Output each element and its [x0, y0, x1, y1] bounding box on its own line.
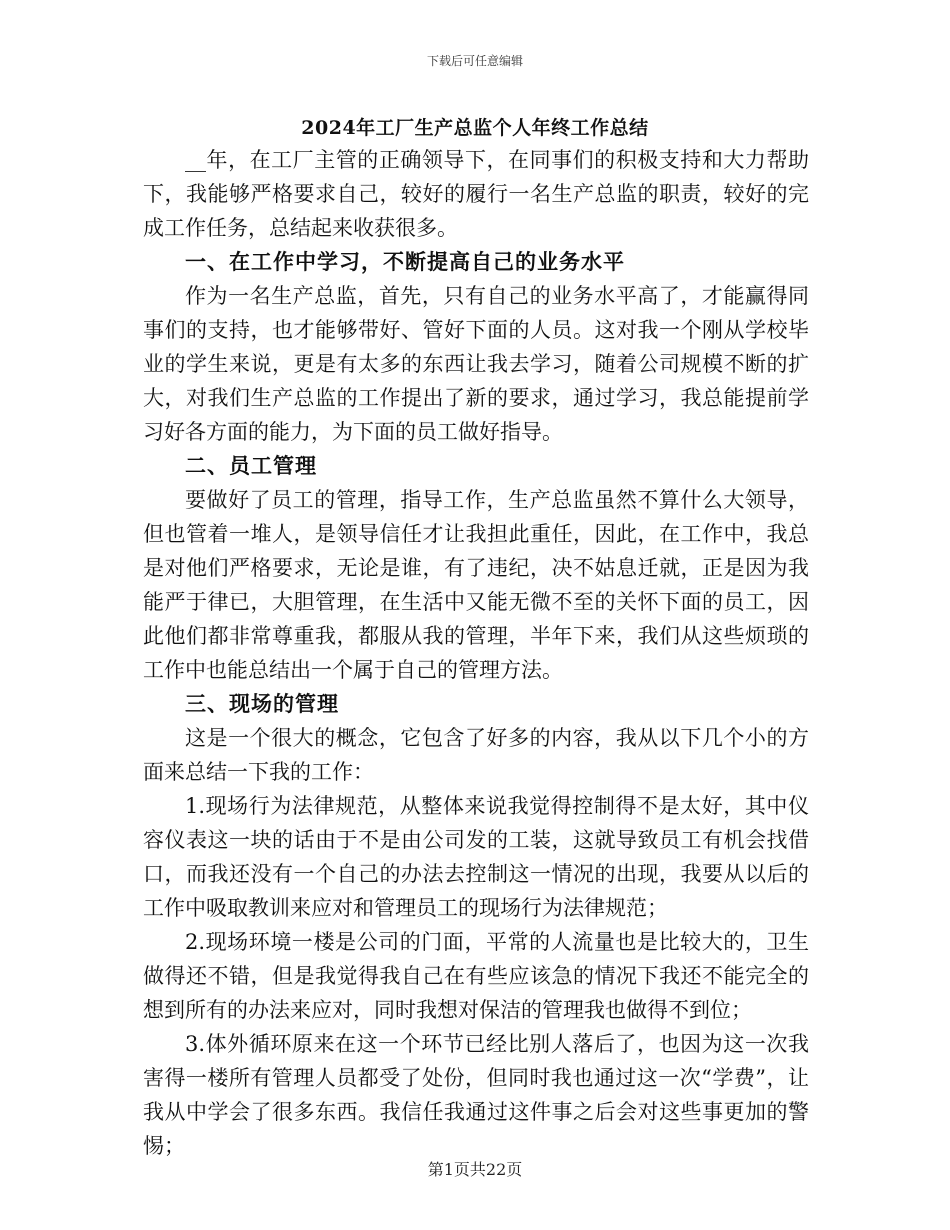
page-number-footer: 第1页共22页 [427, 1160, 523, 1179]
section-heading-3: 三、现场的管理 [185, 691, 339, 716]
section-heading-2: 二、员工管理 [185, 453, 317, 478]
section-2-paragraph: 要做好了员工的管理，指导工作，生产总监虽然不算什么大领导，但也管着一堆人，是领导信任才让我担此重任，因此，在工作中，我总是对他们严格要求，无论是谁，有了违纪，决不姑息迁就，正是因为我能严于律已，大胆管理，在生活中又能无微不至的关怀下面的员工，因此他们都非常尊重我，都服从我的管理，半年下来，我们从这些烦琐的工作中也能总结出一个属于自己的管理方法。 [143, 488, 809, 682]
section-1-paragraph: 作为一名生产总监，首先，只有自己的业务水平高了，才能赢得同事们的支持，也才能够带好、管好下面的人员。这对我一个刚从学校毕业的学生来说，更是有太多的东西让我去学习，随着公司规模不断的扩大，对我们生产总监的工作提出了新的要求，通过学习，我总能提前学习好各方面的能力，为下面的员工做好指导。 [143, 284, 809, 444]
list-item-2: 2.现场环境一楼是公司的门面，平常的人流量也是比较大的，卫生做得还不错，但是我觉得我自己在有些应该急的情况下我还不能完全的想到所有的办法来应对，同时我想对保洁的管理我也做得不到位； [143, 930, 809, 1022]
section-3-paragraph: 这是一个很大的概念，它包含了好多的内容，我从以下几个小的方面来总结一下我的工作： [143, 726, 809, 784]
list-item-1: 1.现场行为法律规范，从整体来说我觉得控制得不是太好，其中仪容仪表这一块的话由于不是由公司发的工装，这就导致员工有机会找借口，而我还没有一个自己的办法去控制这一情况的出现，我要从以后的工作中吸取教训来应对和管理员工的现场行为法律规范； [143, 794, 809, 920]
intro-paragraph: __年，在工厂主管的正确领导下，在同事们的积极支持和大力帮助下，我能够严格要求自己，较好的履行一名生产总监的职责，较好的完成工作任务，总结起来收获很多。 [143, 148, 809, 240]
document-body [143, 143, 809, 1163]
document-title: 2024年工厂生产总监个人年终工作总结 [301, 117, 649, 139]
page-header-note: 下载后可任意编辑 [426, 54, 523, 68]
list-item-3: 3.体外循环原来在这一个环节已经比别人落后了，也因为这一次我害得一楼所有管理人员都受了处份，但同时我也通过这一次“学费”，让我从中学会了很多东西。我信任我通过这件事之后会对这些事更加的警惕； [143, 1032, 809, 1158]
section-heading-1: 一、在工作中学习，不断提高自己的业务水平 [185, 249, 625, 274]
